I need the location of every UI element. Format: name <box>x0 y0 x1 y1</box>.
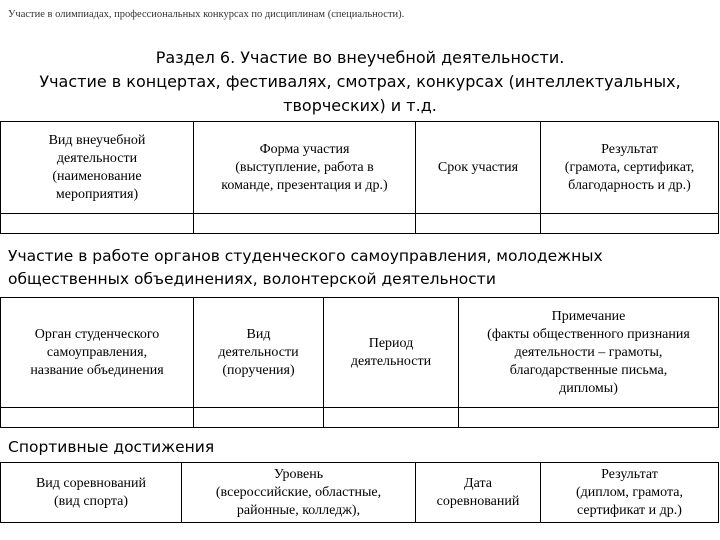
sports-table <box>0 462 719 523</box>
table-cell[interactable] <box>1 214 194 234</box>
self-government-table <box>0 297 719 428</box>
header-sports-result: Результат (диплом, грамота, сертификат и др.) <box>541 463 719 523</box>
header-activity-kind: Вид деятельности (поручения) <box>194 298 324 408</box>
table-cell[interactable] <box>194 214 416 234</box>
table-cell[interactable] <box>459 408 719 428</box>
header-participation-form: Форма участия (выступление, работа в команде, презентация и др.) <box>194 122 416 214</box>
header-competition-type: Вид соревнований (вид спорта) <box>1 463 182 523</box>
title-line: Участие в концертах, фестивалях, смотрах, конкурсах (интеллектуальных, <box>39 72 681 91</box>
table-cell[interactable] <box>1 408 194 428</box>
section-6-title <box>0 46 720 118</box>
table-cell[interactable] <box>324 408 459 428</box>
header-result: Результат (грамота, сертификат, благодарность и др.) <box>541 122 719 214</box>
title-line: Раздел 6. Участие во внеучебной деятельности. <box>155 48 565 67</box>
section-sports-title: Спортивные достижения <box>8 438 215 456</box>
section-self-government-title: Участие в работе органов студенческого самоуправления, молодежных общественных объединениях, волонтерской деятельности <box>8 247 603 288</box>
header-competition-date: Дата соревнований <box>416 463 541 523</box>
table-cell[interactable] <box>416 214 541 234</box>
table-cell[interactable] <box>194 408 324 428</box>
header-activity-type: Вид внеучебной деятельности (наименование мероприятия) <box>1 122 194 214</box>
header-note: Примечание (факты общественного признания деятельности – грамоты, благодарственные письма, дипломы) <box>459 298 719 408</box>
header-period: Период деятельности <box>324 298 459 408</box>
header-participation-date: Срок участия <box>416 122 541 214</box>
table-cell[interactable] <box>541 214 719 234</box>
header-level: Уровень (всероссийские, областные, районные, колледж), <box>182 463 416 523</box>
top-note: Участие в олимпиадах, профессиональных конкурсах по дисциплинам (специальности). <box>8 9 405 20</box>
title-line: творческих) и т.д. <box>283 96 437 115</box>
activities-table <box>0 121 719 234</box>
header-organization: Орган студенческого самоуправления, название объединения <box>1 298 194 408</box>
